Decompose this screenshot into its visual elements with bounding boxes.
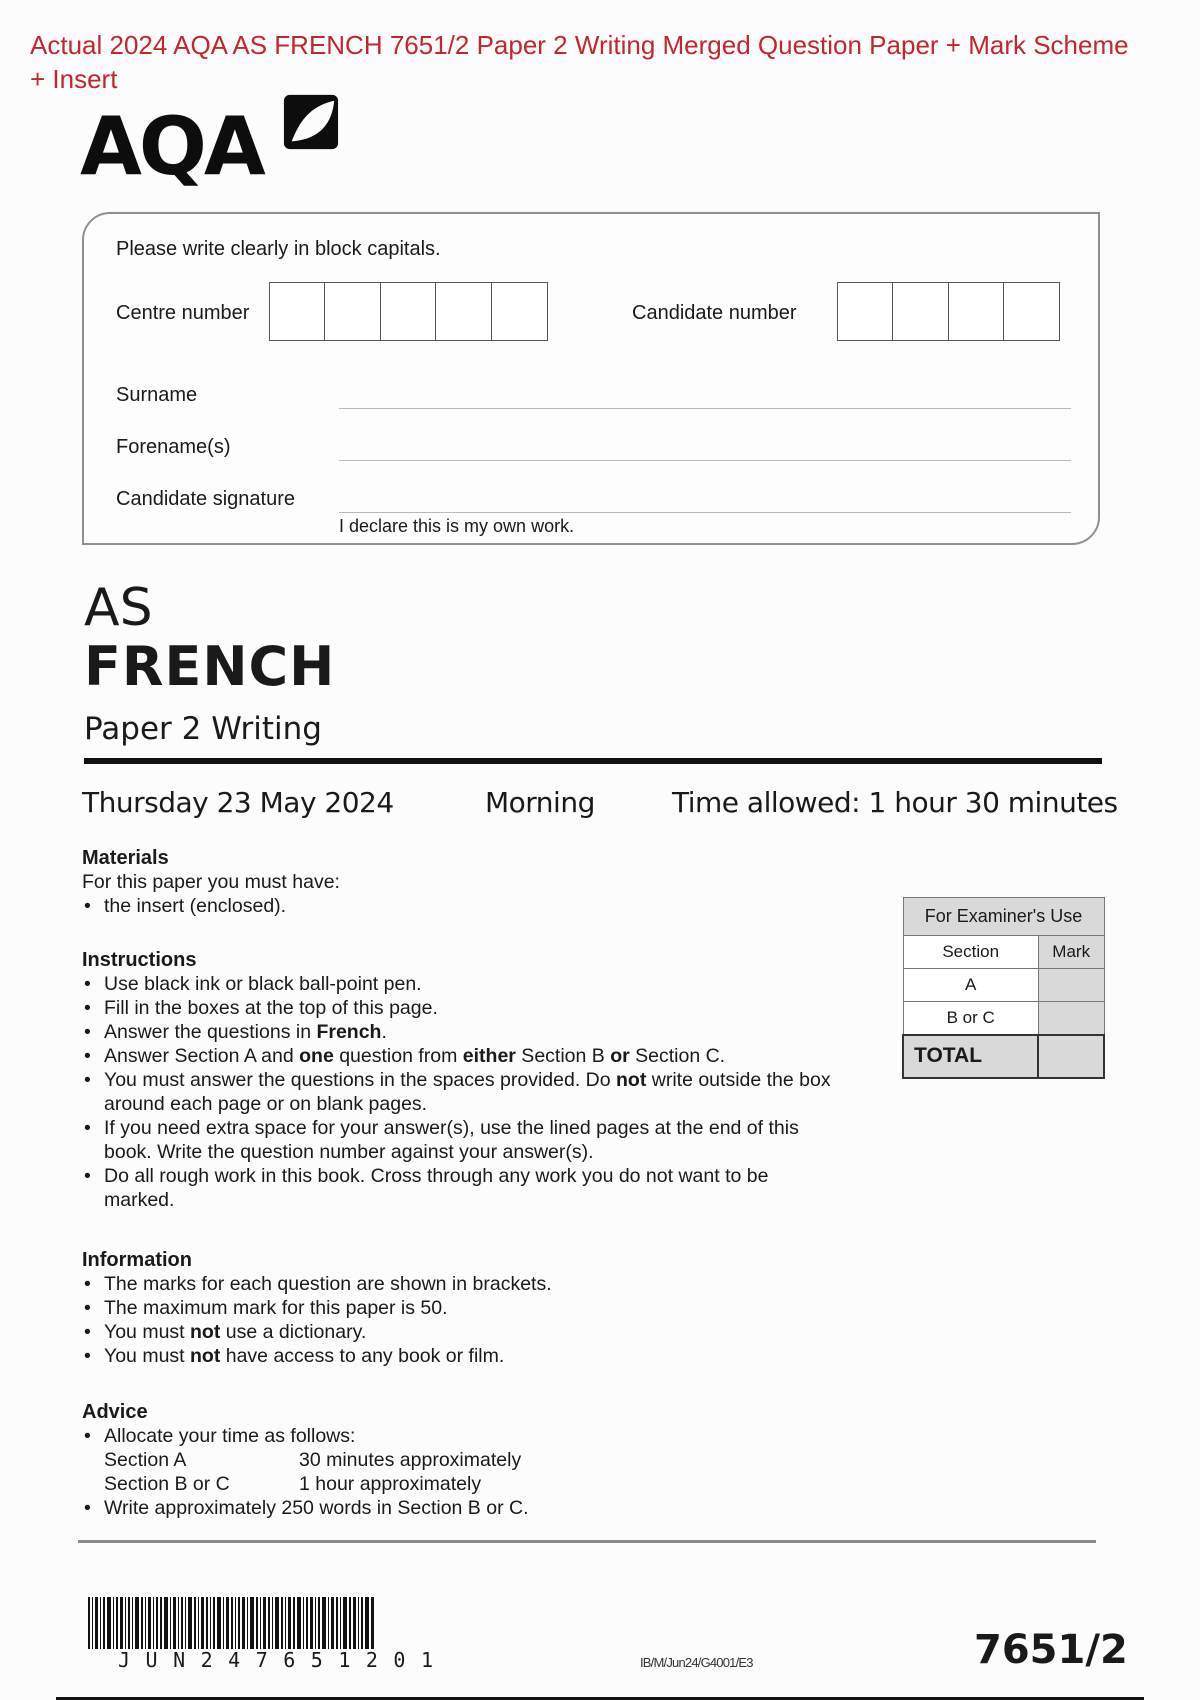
col-section-header: Section <box>903 936 1038 969</box>
aqa-leaf-mark-icon <box>282 92 340 152</box>
document-reference: IB/M/Jun24/G4001/E3 <box>640 1655 753 1670</box>
instruction-item: • If you need extra space for your answer(s), use the lined pages at the end of this book. Write the question number against your answer(s). <box>82 1116 842 1164</box>
allocation-section: Section B or C <box>104 1473 230 1495</box>
document-title-banner: Actual 2024 AQA AS FRENCH 7651/2 Paper 2 Writing Merged Question Paper + Mark Scheme + Insert <box>30 30 1129 94</box>
advice-heading: Advice <box>82 1401 148 1423</box>
information-item: • You must not have access to any book or film. <box>82 1344 552 1368</box>
information-item: • The maximum mark for this paper is 50. <box>82 1296 552 1320</box>
instruction-item: • Answer the questions in French. <box>82 1020 842 1044</box>
section-b-or-c-mark <box>1038 1002 1104 1035</box>
subject-level: AS <box>84 578 153 638</box>
centre-number-digit-box[interactable] <box>435 282 492 341</box>
surname-label: Surname <box>116 384 198 406</box>
examiners-use-title: For Examiner's Use <box>903 898 1104 936</box>
materials-heading: Materials <box>82 847 169 869</box>
information-item: • You must not use a dictionary. <box>82 1320 552 1344</box>
footer-divider <box>78 1540 1096 1543</box>
candidate-number-field[interactable] <box>838 282 1060 341</box>
centre-number-digit-box[interactable] <box>324 282 381 341</box>
col-mark-header: Mark <box>1038 936 1104 969</box>
information-item: • The marks for each question are shown in brackets. <box>82 1272 552 1296</box>
examiners-use-table <box>902 897 1105 1079</box>
time-allowed: Time allowed: 1 hour 30 minutes <box>672 786 1118 819</box>
surname-field[interactable] <box>339 408 1071 409</box>
forenames-label: Forename(s) <box>116 436 231 458</box>
exam-session: Morning <box>485 786 595 819</box>
candidate-number-label: Candidate number <box>632 302 797 324</box>
instruction-item: • Do all rough work in this book. Cross through any work you do not want to be marked. <box>82 1164 842 1212</box>
instruction-item: • You must answer the questions in the spaces provided. Do not write outside the box around each page or on blank pages. <box>82 1068 842 1116</box>
total-mark <box>1038 1035 1104 1078</box>
materials-intro: For this paper you must have: <box>82 871 340 893</box>
paper-code: 7651/2 <box>974 1627 1128 1673</box>
centre-number-label: Centre number <box>116 302 250 324</box>
candidate-number-digit-box[interactable] <box>837 282 894 341</box>
barcode-number: JUN247651201 <box>118 1648 449 1672</box>
centre-number-field[interactable] <box>270 282 548 341</box>
own-work-declaration: I declare this is my own work. <box>339 516 575 536</box>
advice-word-count: • Write approximately 250 words in Section B or C. <box>82 1496 529 1520</box>
aqa-logo-text: AQA <box>80 100 263 193</box>
section-a-mark <box>1038 969 1104 1002</box>
centre-number-digit-box[interactable] <box>269 282 326 341</box>
materials-item: • the insert (enclosed). <box>82 894 340 918</box>
candidate-signature-label: Candidate signature <box>116 488 296 510</box>
total-label: TOTAL <box>903 1035 1038 1078</box>
allocation-time: 1 hour approximately <box>299 1473 482 1495</box>
section-a-label: A <box>903 969 1038 1002</box>
centre-number-digit-box[interactable] <box>491 282 548 341</box>
exam-date: Thursday 23 May 2024 <box>82 786 394 819</box>
subject-name: FRENCH <box>84 635 336 698</box>
time-allocation-row <box>82 1448 529 1472</box>
instruction-item: • Use black ink or black ball-point pen. <box>82 972 842 996</box>
section-b-or-c-label: B or C <box>903 1002 1038 1035</box>
time-allocation-row <box>82 1472 529 1496</box>
forenames-field[interactable] <box>339 460 1071 461</box>
candidate-number-digit-box[interactable] <box>1003 282 1060 341</box>
subject-title-block <box>84 580 335 752</box>
instructions-section <box>82 948 842 1212</box>
allocation-section: Section A <box>104 1449 187 1471</box>
candidate-signature-field[interactable] <box>339 512 1071 513</box>
candidate-details-box <box>82 212 1100 545</box>
information-heading: Information <box>82 1249 192 1271</box>
centre-number-digit-box[interactable] <box>380 282 437 341</box>
paper-title: Paper 2 Writing <box>84 711 322 747</box>
information-section <box>82 1248 552 1368</box>
aqa-logo <box>80 92 263 193</box>
candidate-number-digit-box[interactable] <box>948 282 1005 341</box>
allocation-time: 30 minutes approximately <box>299 1449 522 1471</box>
barcode-icon <box>88 1597 473 1649</box>
instructions-heading: Instructions <box>82 949 197 971</box>
instruction-item: • Fill in the boxes at the top of this page. <box>82 996 842 1020</box>
block-capitals-hint: Please write clearly in block capitals. <box>116 238 441 260</box>
materials-section <box>82 846 340 918</box>
advice-section <box>82 1400 529 1520</box>
instruction-item: • Answer Section A and one question from either Section B or Section C. <box>82 1044 842 1068</box>
candidate-number-digit-box[interactable] <box>892 282 949 341</box>
title-divider <box>84 758 1102 764</box>
advice-allocate-intro: • Allocate your time as follows: <box>82 1424 529 1448</box>
